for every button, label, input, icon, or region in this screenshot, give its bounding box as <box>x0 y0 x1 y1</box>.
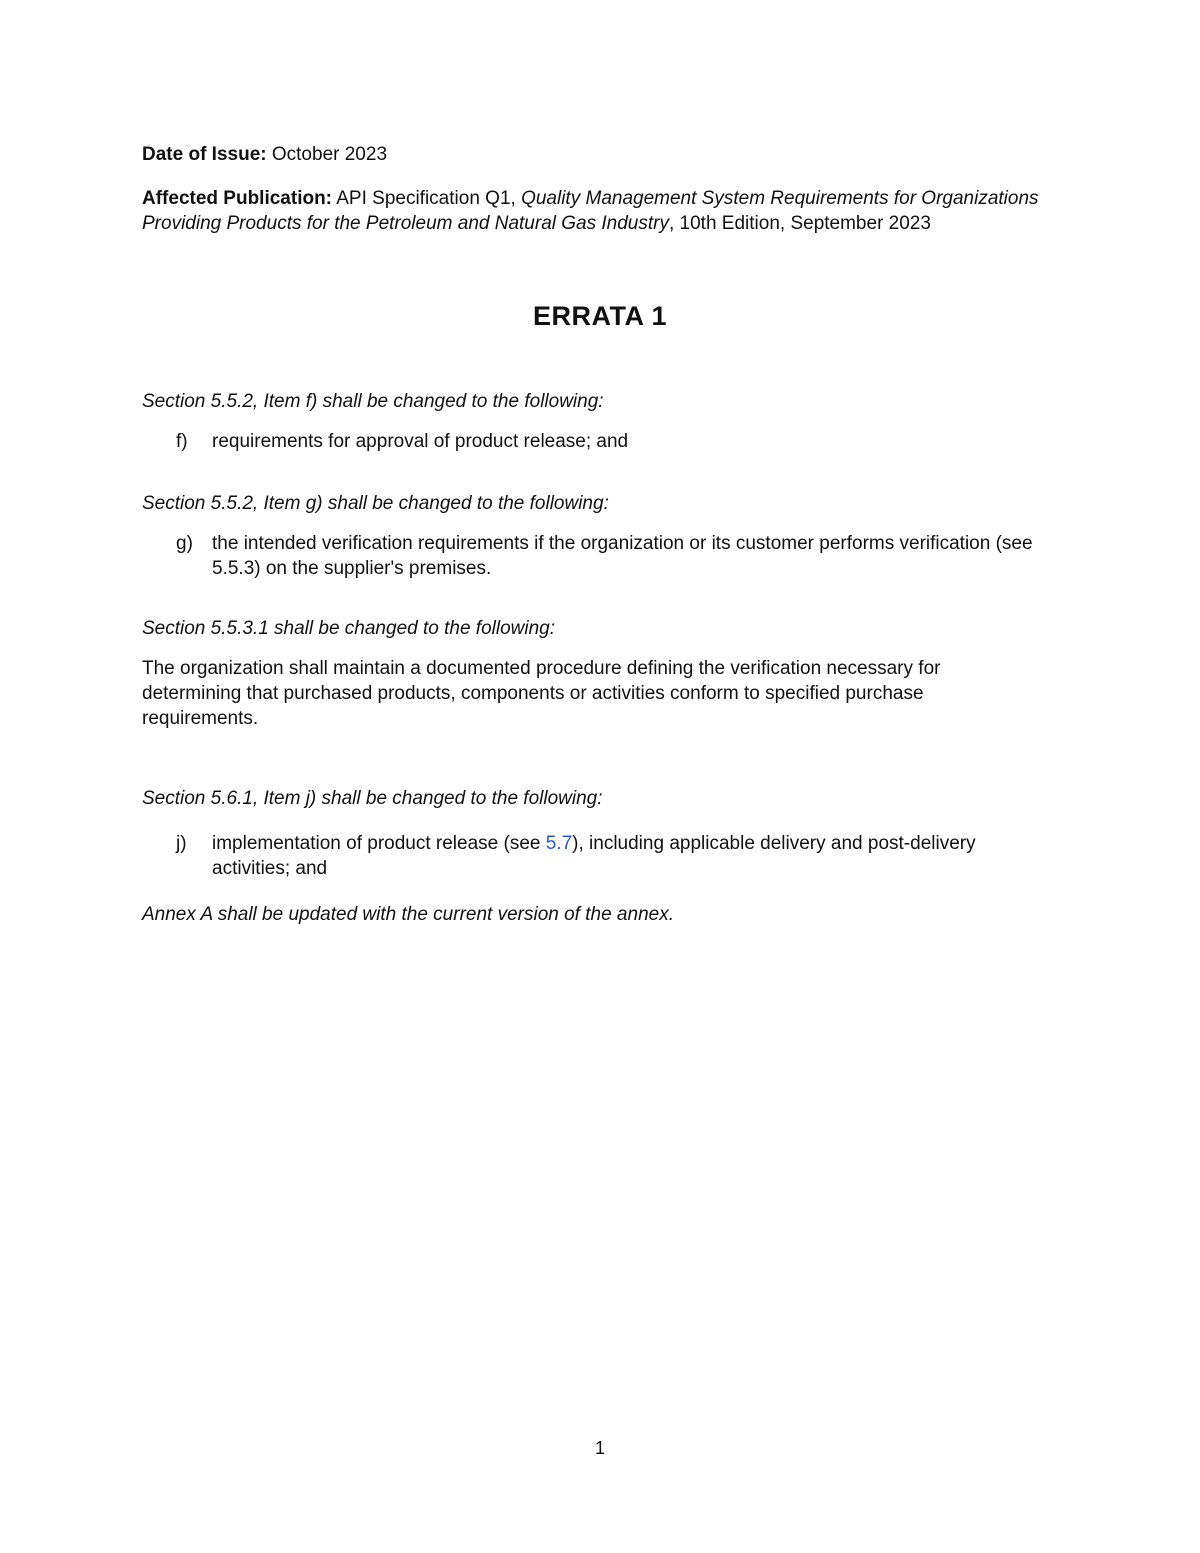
publication-label: Affected Publication: <box>142 188 333 209</box>
section-heading-3: Section 5.5.3.1 shall be changed to the following: <box>142 618 556 639</box>
section-heading-1: Section 5.5.2, Item f) shall be changed to the following: <box>142 391 604 412</box>
list-item-text-after: ), including applicable delivery and post-delivery activities; and <box>212 833 976 879</box>
list-item-text-before: implementation of product release (see <box>212 833 546 854</box>
section-heading-4: Section 5.6.1, Item j) shall be changed to the following: <box>142 788 603 809</box>
list-item-label: f) <box>176 431 188 452</box>
list-item-text: the intended verification requirements if the organization or its customer performs verification (see 5.5.3) on the supplier's premises. <box>212 533 1033 579</box>
list-item-label: j) <box>176 833 187 854</box>
list-item-text <box>212 831 1012 881</box>
publication-title: Quality Management System Requirements for Organizations Providing Products for the Petroleum and Natural Gas Industry <box>142 188 1039 234</box>
page-title: ERRATA 1 <box>532 301 667 331</box>
list-item-label: g) <box>176 533 193 554</box>
section-link-5-7[interactable]: 5.7 <box>545 833 573 854</box>
date-of-issue <box>142 142 1062 167</box>
list-item-text: requirements for approval of product release; and <box>212 431 629 452</box>
section-paragraph-3: The organization shall maintain a documented procedure defining the verification necessary for determining that purchased products, components or activities conform to specified purchase requirements. <box>142 658 941 729</box>
page-number: 1 <box>594 1438 605 1458</box>
annex-note: Annex A shall be updated with the current version of the annex. <box>142 904 674 925</box>
affected-publication <box>142 186 1042 236</box>
publication-prefix: API Specification Q1, <box>336 188 516 209</box>
publication-suffix: , 10th Edition, September 2023 <box>668 213 931 234</box>
date-value: October 2023 <box>271 144 388 165</box>
date-label: Date of Issue: <box>142 144 267 165</box>
section-heading-2: Section 5.5.2, Item g) shall be changed to the following: <box>142 493 609 514</box>
